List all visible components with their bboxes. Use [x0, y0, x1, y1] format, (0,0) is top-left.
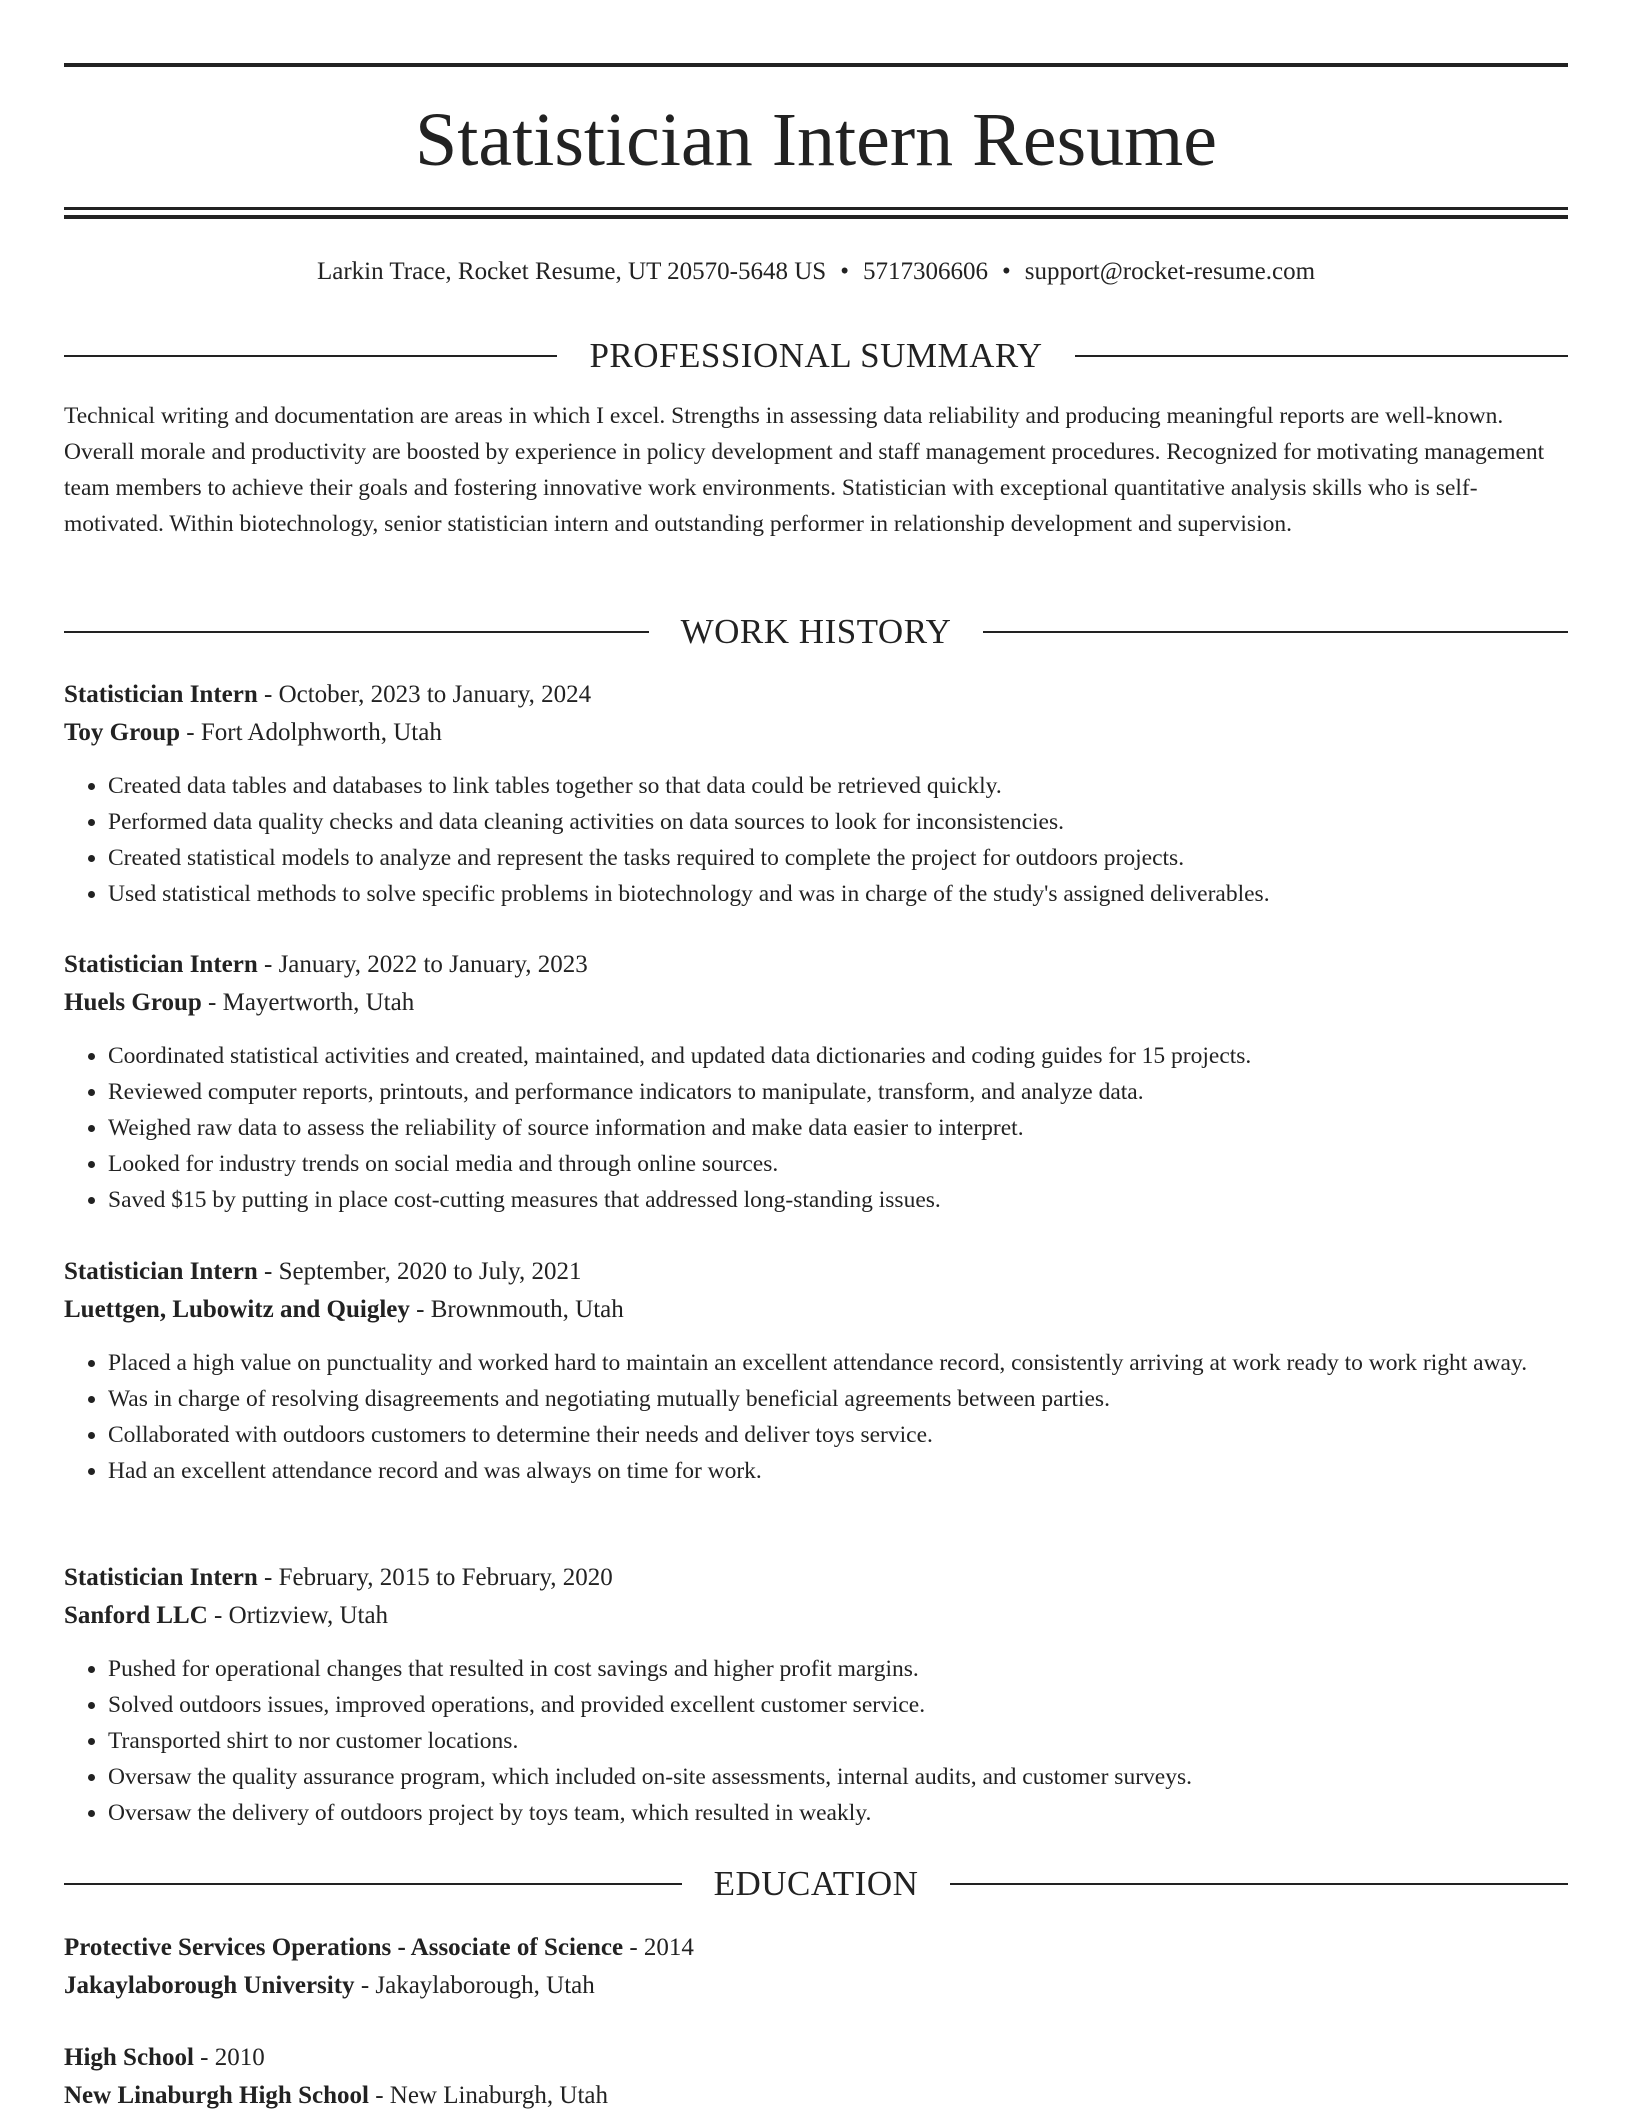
job-dates: - February, 2015 to February, 2020: [257, 1564, 613, 1591]
job-bullet: • Reviewed computer reports, printouts, and performance indicators to manipulate, transform, and analyze data.: [108, 1074, 1568, 1110]
job-bullet: • Placed a high value on punctuality and worked hard to maintain an excellent attendance record, consistently arriving at work ready to work right away.: [108, 1345, 1568, 1381]
contact-separator: •: [840, 258, 849, 285]
education-degree: Protective Services Operations - Associate of Science: [64, 1934, 624, 1961]
job-bullet: • Created data tables and databases to link tables together so that data could be retrieved quickly.: [108, 768, 1568, 804]
job-entry: [64, 1559, 1568, 1831]
job-bullets: [64, 1345, 1568, 1489]
section-title: WORK HISTORY: [680, 612, 952, 651]
contact-address: Larkin Trace, Rocket Resume, UT 20570-5648 US: [316, 258, 827, 285]
job-company: Huels Group: [64, 989, 202, 1016]
education-entry: [64, 2039, 1568, 2115]
job-location: - Mayertworth, Utah: [201, 989, 415, 1016]
job-bullet: • Oversaw the quality assurance program, which included on-site assessments, internal audits, and customer surveys.: [108, 1759, 1568, 1795]
education-school-line: [64, 1967, 1568, 2005]
job-bullets: [64, 768, 1568, 912]
job-company-line: [64, 1291, 1568, 1329]
section-rule: [1075, 355, 1568, 357]
job-entry: [64, 1253, 1568, 1489]
job-bullet: • Weighed raw data to assess the reliability of source information and make data easier to interpret.: [108, 1110, 1568, 1146]
education-school-line: [64, 2077, 1568, 2115]
job-location: - Fort Adolphworth, Utah: [180, 719, 442, 746]
job-entry: [64, 946, 1568, 1218]
job-location: - Brownmouth, Utah: [409, 1296, 624, 1323]
job-title: Statistician Intern: [64, 1564, 258, 1591]
section-rule: [983, 631, 1568, 633]
job-bullet: • Had an excellent attendance record and was always on time for work.: [108, 1453, 1568, 1489]
job-bullets: [64, 1651, 1568, 1831]
title-rule-upper: [64, 207, 1568, 210]
education-school: New Linaburgh High School: [64, 2082, 369, 2109]
job-location: - Ortizview, Utah: [207, 1602, 389, 1629]
education-year: - 2010: [193, 2044, 265, 2071]
section-rule: [64, 355, 557, 357]
job-dates: - January, 2022 to January, 2023: [257, 951, 588, 978]
job-company-line: [64, 984, 1568, 1022]
education-location: - Jakaylaborough, Utah: [354, 1972, 595, 1999]
section-rule: [64, 1883, 682, 1885]
contact-separator: •: [1001, 258, 1011, 285]
education-degree-line: [64, 1929, 1568, 1967]
job-company: Sanford LLC: [64, 1602, 208, 1629]
job-company-line: [64, 714, 1568, 752]
job-company: Toy Group: [64, 719, 181, 746]
job-bullets: [64, 1038, 1568, 1218]
job-bullet: • Was in charge of resolving disagreements and negotiating mutually beneficial agreements between parties.: [108, 1381, 1568, 1417]
education-location: - New Linaburgh, Utah: [368, 2082, 608, 2109]
top-rule: [64, 63, 1568, 67]
job-bullet: • Saved $15 by putting in place cost-cutting measures that addressed long-standing issues.: [108, 1182, 1568, 1218]
job-dates: - October, 2023 to January, 2024: [257, 681, 592, 708]
section-title: PROFESSIONAL SUMMARY: [589, 336, 1043, 375]
job-header: [64, 676, 1568, 714]
title-rule-lower: [64, 215, 1568, 219]
job-company: Luettgen, Lubowitz and Quigley: [64, 1296, 410, 1323]
job-title: Statistician Intern: [64, 951, 258, 978]
job-entry: [64, 676, 1568, 912]
job-title: Statistician Intern: [64, 681, 258, 708]
summary-text: Technical writing and documentation are areas in which I excel. Strengths in assessing data reliability and producing meaningful reports are well-known. Overall morale and productivity are boosted by experience in policy development and staff management procedures. Recognized for motivating management team members to achieve their goals and fostering innovative work environments. Statistician with exceptional quantitative analysis skills who is self-motivated. Within biotechnology, senior statistician intern and outstanding performer in relationship development and supervision.: [64, 403, 1545, 537]
section-heading-education: [64, 1862, 1568, 1906]
job-bullet: • Transported shirt to nor customer locations.: [108, 1723, 1568, 1759]
job-bullet: • Created statistical models to analyze and represent the tasks required to complete the project for outdoors projects.: [108, 840, 1568, 876]
education-year: - 2014: [623, 1934, 694, 1961]
education-degree: High School: [64, 2044, 194, 2071]
job-bullet: • Collaborated with outdoors customers to determine their needs and deliver toys service.: [108, 1417, 1568, 1453]
job-bullet: • Looked for industry trends on social media and through online sources.: [108, 1146, 1568, 1182]
job-header: [64, 946, 1568, 984]
section-title: EDUCATION: [713, 1864, 919, 1903]
section-heading-summary: [64, 334, 1568, 378]
contact-email: support@rocket-resume.com: [1024, 258, 1316, 285]
job-header: [64, 1559, 1568, 1597]
job-title: Statistician Intern: [64, 1258, 258, 1285]
job-bullet: • Oversaw the delivery of outdoors project by toys team, which resulted in weakly.: [108, 1795, 1568, 1831]
education-degree-line: [64, 2039, 1568, 2077]
job-bullet: • Coordinated statistical activities and created, maintained, and updated data dictionaries and coding guides for 15 projects.: [108, 1038, 1568, 1074]
resume-title: Statistician Intern Resume: [414, 98, 1218, 182]
section-rule: [64, 631, 649, 633]
job-company-line: [64, 1597, 1568, 1635]
job-bullet: • Solved outdoors issues, improved operations, and provided excellent customer service.: [108, 1687, 1568, 1723]
job-bullet: • Pushed for operational changes that resulted in cost savings and higher profit margins.: [108, 1651, 1568, 1687]
contact-line: [64, 252, 1568, 292]
job-bullet: • Used statistical methods to solve specific problems in biotechnology and was in charge of the study's assigned deliverables.: [108, 876, 1568, 912]
job-header: [64, 1253, 1568, 1291]
education-school: Jakaylaborough University: [64, 1972, 355, 1999]
section-rule: [950, 1883, 1568, 1885]
section-heading-work: [64, 610, 1568, 654]
contact-phone: 5717306606: [862, 258, 988, 285]
job-dates: - September, 2020 to July, 2021: [257, 1258, 582, 1285]
education-entry: [64, 1929, 1568, 2005]
job-bullet: • Performed data quality checks and data cleaning activities on data sources to look for inconsistencies.: [108, 804, 1568, 840]
